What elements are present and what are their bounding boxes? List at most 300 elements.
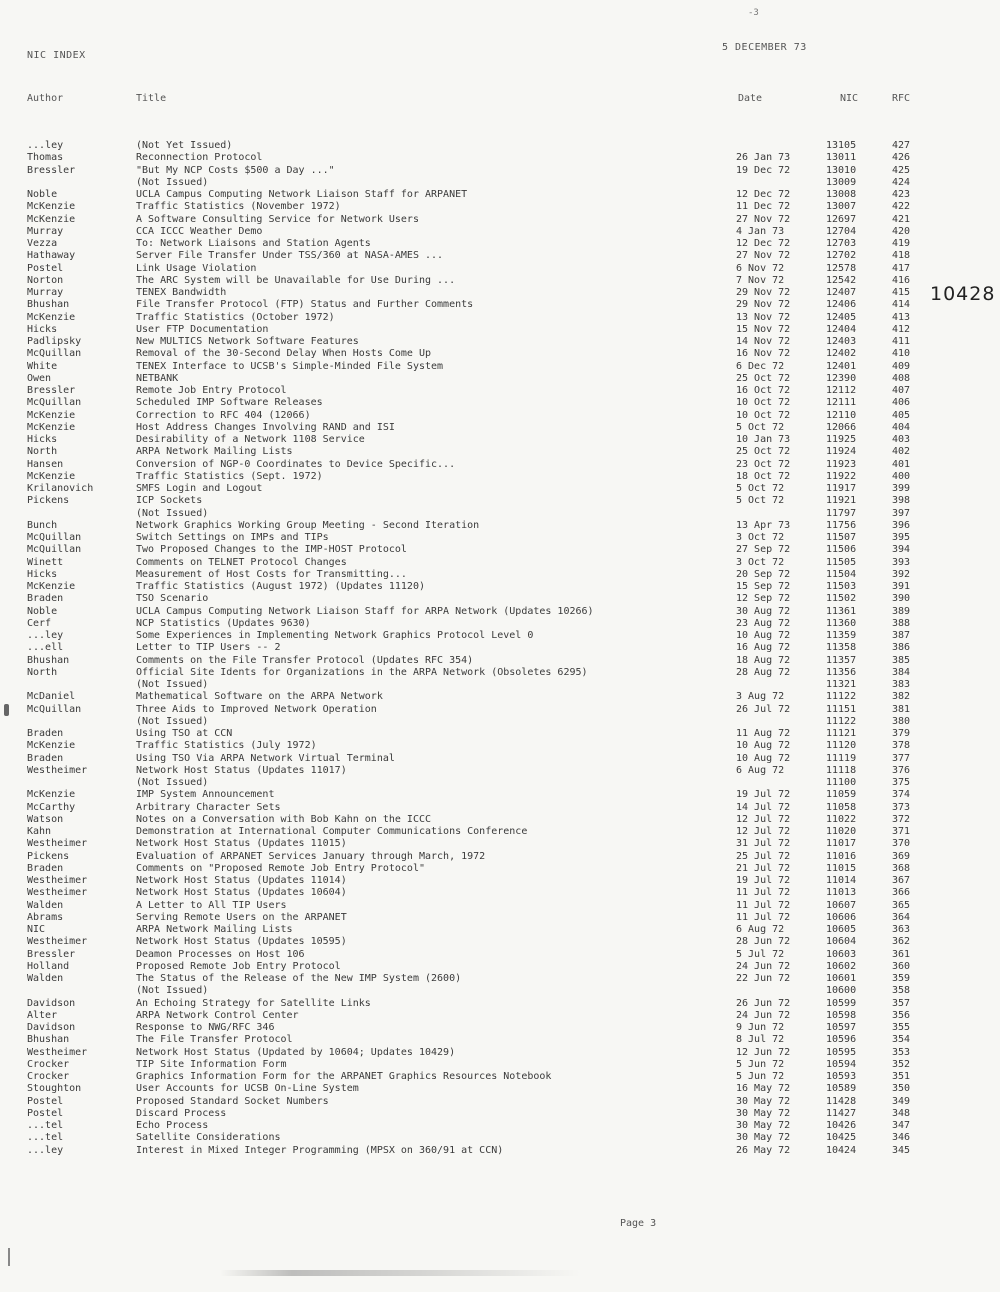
row-date: 8 Jul 72 bbox=[736, 1034, 785, 1046]
row-title: (Not Issued) bbox=[136, 985, 209, 997]
index-row bbox=[0, 1047, 1000, 1059]
row-author: Hicks bbox=[27, 568, 58, 580]
row-title: Remote Job Entry Protocol bbox=[136, 385, 287, 396]
index-row bbox=[0, 789, 1000, 801]
row-rfc: 400 bbox=[892, 470, 911, 482]
row-date: 11 Jul 72 bbox=[736, 911, 791, 923]
row-nic: 11016 bbox=[826, 850, 857, 862]
index-row bbox=[0, 385, 1000, 397]
row-title: Correction to RFC 404 (12066) bbox=[136, 409, 311, 421]
row-date: 13 Apr 73 bbox=[736, 519, 791, 531]
index-row bbox=[0, 361, 1000, 373]
column-header-author: Author bbox=[27, 93, 64, 104]
row-rfc: 401 bbox=[892, 458, 911, 470]
row-rfc: 377 bbox=[892, 752, 911, 764]
row-date: 16 Aug 72 bbox=[736, 642, 791, 654]
row-rfc: 376 bbox=[892, 764, 911, 776]
row-title: Response to NWG/RFC 346 bbox=[136, 1022, 275, 1033]
index-row bbox=[0, 936, 1000, 948]
row-author: North bbox=[27, 446, 58, 458]
row-title: Reconnection Protocol bbox=[136, 152, 263, 164]
row-rfc: 367 bbox=[892, 875, 911, 886]
index-heading: NIC INDEX bbox=[27, 50, 86, 61]
row-rfc: 366 bbox=[892, 887, 911, 899]
row-author: Krilanovich bbox=[27, 483, 94, 494]
row-title: Echo Process bbox=[136, 1120, 209, 1131]
row-date: 11 Dec 72 bbox=[736, 201, 791, 213]
row-date: 10 Aug 72 bbox=[736, 630, 791, 641]
row-date: 11 Aug 72 bbox=[736, 728, 791, 739]
row-rfc: 353 bbox=[892, 1046, 911, 1058]
row-author: Murray bbox=[27, 225, 64, 237]
row-author: White bbox=[27, 360, 58, 372]
index-row bbox=[0, 998, 1000, 1010]
row-rfc: 363 bbox=[892, 924, 911, 935]
row-author: Bhushan bbox=[27, 299, 70, 311]
row-date: 7 Nov 72 bbox=[736, 274, 785, 286]
row-rfc: 354 bbox=[892, 1034, 911, 1046]
row-date: 24 Jun 72 bbox=[736, 1009, 791, 1021]
row-nic: 12578 bbox=[826, 262, 857, 274]
row-rfc: 359 bbox=[892, 973, 911, 984]
row-date: 10 Jan 73 bbox=[736, 434, 791, 445]
index-row bbox=[0, 1132, 1000, 1144]
row-rfc: 426 bbox=[892, 152, 911, 164]
row-date: 25 Oct 72 bbox=[736, 372, 791, 384]
row-nic: 12405 bbox=[826, 311, 857, 323]
row-rfc: 384 bbox=[892, 666, 911, 678]
row-nic: 11058 bbox=[826, 801, 857, 813]
row-title: An Echoing Strategy for Satellite Links bbox=[136, 997, 371, 1009]
row-rfc: 357 bbox=[892, 997, 911, 1009]
row-date: 29 Nov 72 bbox=[736, 299, 791, 311]
row-author: Pickens bbox=[27, 850, 70, 862]
row-nic: 11015 bbox=[826, 862, 857, 874]
row-author: Thomas bbox=[27, 152, 64, 164]
row-date: 28 Aug 72 bbox=[736, 666, 791, 678]
row-date: 31 Jul 72 bbox=[736, 838, 791, 850]
row-nic: 10426 bbox=[826, 1120, 857, 1131]
row-rfc: 420 bbox=[892, 225, 911, 237]
index-row bbox=[0, 753, 1000, 765]
row-rfc: 410 bbox=[892, 348, 911, 360]
row-rfc: 391 bbox=[892, 581, 911, 592]
row-title: Traffic Statistics (July 1972) bbox=[136, 740, 317, 752]
row-rfc: 352 bbox=[892, 1058, 911, 1070]
row-title: Notes on a Conversation with Bob Kahn on the ICCC bbox=[136, 813, 432, 825]
row-nic: 11358 bbox=[826, 642, 857, 654]
index-row bbox=[0, 912, 1000, 924]
row-title: Network Host Status (Updates 11015) bbox=[136, 838, 347, 850]
row-date: 21 Jul 72 bbox=[736, 862, 791, 874]
index-row bbox=[0, 655, 1000, 667]
index-row bbox=[0, 1059, 1000, 1071]
row-rfc: 372 bbox=[892, 813, 911, 825]
index-row bbox=[0, 397, 1000, 409]
row-rfc: 374 bbox=[892, 789, 911, 801]
row-title: (Not Issued) bbox=[136, 507, 209, 519]
row-title: (Not Yet Issued) bbox=[136, 140, 233, 151]
index-row bbox=[0, 777, 1000, 789]
row-title: Conversion of NGP-0 Coordinates to Device Specific... bbox=[136, 458, 456, 470]
row-date: 16 Nov 72 bbox=[736, 348, 791, 360]
row-rfc: 396 bbox=[892, 519, 911, 531]
row-date: 15 Nov 72 bbox=[736, 323, 791, 335]
row-date: 6 Dec 72 bbox=[736, 360, 785, 372]
row-nic: 12404 bbox=[826, 323, 857, 335]
row-title: Demonstration at International Computer Communications Conference bbox=[136, 826, 528, 837]
row-author: Winett bbox=[27, 556, 64, 568]
row-date: 13 Nov 72 bbox=[736, 311, 791, 323]
row-nic: 11504 bbox=[826, 568, 857, 580]
row-author: Padlipsky bbox=[27, 336, 82, 347]
row-author: Westheimer bbox=[27, 1046, 88, 1058]
row-author: Postel bbox=[27, 262, 64, 274]
row-nic: 11922 bbox=[826, 470, 857, 482]
row-nic: 11428 bbox=[826, 1095, 857, 1107]
row-author: ...ell bbox=[27, 642, 64, 654]
row-date: 27 Nov 72 bbox=[736, 213, 791, 225]
row-nic: 10425 bbox=[826, 1132, 857, 1144]
index-row bbox=[0, 1145, 1000, 1157]
row-nic: 10606 bbox=[826, 911, 857, 923]
row-title: Interest in Mixed Integer Programming (MPSX on 360/91 at CCN) bbox=[136, 1144, 504, 1156]
index-row bbox=[0, 312, 1000, 324]
row-title: User FTP Documentation bbox=[136, 323, 269, 335]
index-row bbox=[0, 1071, 1000, 1083]
row-nic: 12703 bbox=[826, 238, 857, 249]
index-row bbox=[0, 887, 1000, 899]
index-row bbox=[0, 483, 1000, 495]
row-author: McCarthy bbox=[27, 801, 76, 813]
row-date: 27 Nov 72 bbox=[736, 250, 791, 262]
row-author: Murray bbox=[27, 287, 64, 298]
row-rfc: 389 bbox=[892, 605, 911, 617]
row-date: 6 Nov 72 bbox=[736, 262, 785, 274]
index-row bbox=[0, 728, 1000, 740]
row-date: 26 May 72 bbox=[736, 1144, 791, 1156]
row-rfc: 386 bbox=[892, 642, 911, 654]
row-nic: 11122 bbox=[826, 691, 857, 703]
row-title: To: Network Liaisons and Station Agents bbox=[136, 238, 371, 249]
row-title: Desirability of a Network 1108 Service bbox=[136, 434, 365, 445]
index-row bbox=[0, 973, 1000, 985]
row-date: 12 Dec 72 bbox=[736, 189, 791, 200]
row-title: The ARC System will be Unavailable for Use During ... bbox=[136, 274, 456, 286]
row-nic: 12111 bbox=[826, 397, 857, 409]
margin-mark bbox=[4, 704, 9, 716]
index-row bbox=[0, 532, 1000, 544]
row-nic: 11507 bbox=[826, 532, 857, 543]
row-date: 12 Dec 72 bbox=[736, 238, 791, 249]
row-rfc: 378 bbox=[892, 740, 911, 752]
row-rfc: 368 bbox=[892, 862, 911, 874]
row-title: ARPA Network Mailing Lists bbox=[136, 924, 293, 935]
row-nic: 11014 bbox=[826, 875, 857, 886]
index-row bbox=[0, 544, 1000, 556]
row-title: Proposed Remote Job Entry Protocol bbox=[136, 960, 341, 972]
row-nic: 11756 bbox=[826, 519, 857, 531]
index-row bbox=[0, 765, 1000, 777]
index-date: 5 DECEMBER 73 bbox=[722, 42, 807, 53]
row-title: Scheduled IMP Software Releases bbox=[136, 397, 323, 409]
index-row bbox=[0, 1022, 1000, 1034]
row-nic: 11017 bbox=[826, 838, 857, 850]
row-title: (Not Issued) bbox=[136, 777, 209, 788]
row-nic: 12704 bbox=[826, 225, 857, 237]
row-date: 18 Aug 72 bbox=[736, 654, 791, 666]
index-row bbox=[0, 642, 1000, 654]
index-row bbox=[0, 875, 1000, 887]
row-date: 29 Nov 72 bbox=[736, 287, 791, 298]
row-author: McQuillan bbox=[27, 348, 82, 360]
row-title: Network Host Status (Updates 11014) bbox=[136, 875, 347, 886]
row-date: 30 Aug 72 bbox=[736, 605, 791, 617]
row-date: 20 Sep 72 bbox=[736, 568, 791, 580]
row-author: Hansen bbox=[27, 458, 64, 470]
index-row bbox=[0, 630, 1000, 642]
row-date: 5 Oct 72 bbox=[736, 495, 785, 507]
row-author: Stoughton bbox=[27, 1083, 82, 1095]
row-author: McQuillan bbox=[27, 703, 82, 715]
row-date: 12 Jul 72 bbox=[736, 813, 791, 825]
row-nic: 11921 bbox=[826, 495, 857, 507]
row-title: "But My NCP Costs $500 a Day ..." bbox=[136, 164, 335, 176]
row-title: New MULTICS Network Software Features bbox=[136, 336, 359, 347]
row-date: 14 Jul 72 bbox=[736, 801, 791, 813]
index-row bbox=[0, 446, 1000, 458]
index-row bbox=[0, 1096, 1000, 1108]
row-author: Noble bbox=[27, 605, 58, 617]
row-title: Server File Transfer Under TSS/360 at NASA-AMES ... bbox=[136, 250, 444, 262]
row-rfc: 423 bbox=[892, 189, 911, 200]
row-title: A Letter to All TIP Users bbox=[136, 899, 287, 911]
index-row bbox=[0, 704, 1000, 716]
row-title: Letter to TIP Users -- 2 bbox=[136, 642, 281, 654]
row-title: Arbitrary Character Sets bbox=[136, 801, 281, 813]
row-date: 12 Jun 72 bbox=[736, 1046, 791, 1058]
row-nic: 10603 bbox=[826, 948, 857, 960]
row-nic: 11119 bbox=[826, 752, 857, 764]
handwritten-annotation: 10428 bbox=[930, 283, 996, 305]
index-row bbox=[0, 348, 1000, 360]
row-nic: 12542 bbox=[826, 274, 857, 286]
row-title: Proposed Standard Socket Numbers bbox=[136, 1095, 329, 1107]
row-date: 16 Oct 72 bbox=[736, 385, 791, 396]
row-author: Bunch bbox=[27, 519, 58, 531]
row-date: 27 Sep 72 bbox=[736, 544, 791, 556]
row-date: 30 May 72 bbox=[736, 1132, 791, 1144]
index-row bbox=[0, 459, 1000, 471]
row-title: Link Usage Violation bbox=[136, 262, 257, 274]
row-rfc: 425 bbox=[892, 164, 911, 176]
index-row bbox=[0, 1120, 1000, 1132]
row-rfc: 383 bbox=[892, 679, 911, 690]
row-date: 23 Aug 72 bbox=[736, 617, 791, 629]
row-author: Alter bbox=[27, 1009, 58, 1021]
column-header-date: Date bbox=[738, 93, 763, 104]
row-date: 3 Oct 72 bbox=[736, 556, 785, 568]
row-title: (Not Issued) bbox=[136, 679, 209, 690]
row-nic: 10604 bbox=[826, 936, 857, 948]
row-rfc: 413 bbox=[892, 311, 911, 323]
rfc-index-list bbox=[0, 140, 1000, 1157]
row-title: Discard Process bbox=[136, 1107, 227, 1119]
row-author: McKenzie bbox=[27, 213, 76, 225]
index-row bbox=[0, 189, 1000, 201]
row-rfc: 414 bbox=[892, 299, 911, 311]
row-date: 5 Oct 72 bbox=[736, 483, 785, 494]
row-rfc: 388 bbox=[892, 617, 911, 629]
row-rfc: 364 bbox=[892, 911, 911, 923]
row-nic: 11357 bbox=[826, 654, 857, 666]
row-author: Kahn bbox=[27, 826, 52, 837]
index-row bbox=[0, 569, 1000, 581]
row-date: 30 May 72 bbox=[736, 1095, 791, 1107]
row-title: Official Site Idents for Organizations in the ARPA Network (Obsoletes 6295) bbox=[136, 666, 588, 678]
index-row bbox=[0, 140, 1000, 152]
row-title: CCA ICCC Weather Demo bbox=[136, 225, 263, 237]
row-nic: 10589 bbox=[826, 1083, 857, 1095]
row-nic: 11100 bbox=[826, 777, 857, 788]
row-title: UCLA Campus Computing Network Liaison Staff for ARPANET bbox=[136, 189, 468, 200]
row-nic: 10599 bbox=[826, 997, 857, 1009]
row-date: 15 Sep 72 bbox=[736, 581, 791, 592]
row-title: Traffic Statistics (October 1972) bbox=[136, 311, 335, 323]
row-rfc: 424 bbox=[892, 176, 911, 188]
row-date: 10 Aug 72 bbox=[736, 752, 791, 764]
index-row bbox=[0, 814, 1000, 826]
scan-smudge bbox=[220, 1270, 580, 1276]
row-author: Westheimer bbox=[27, 936, 88, 948]
row-nic: 10593 bbox=[826, 1071, 857, 1082]
row-date: 16 May 72 bbox=[736, 1083, 791, 1095]
row-rfc: 397 bbox=[892, 507, 911, 519]
row-title: Traffic Statistics (November 1972) bbox=[136, 201, 341, 213]
index-row bbox=[0, 299, 1000, 311]
row-author: McKenzie bbox=[27, 740, 76, 752]
row-rfc: 358 bbox=[892, 985, 911, 997]
row-rfc: 411 bbox=[892, 336, 911, 347]
row-rfc: 361 bbox=[892, 948, 911, 960]
row-author: Noble bbox=[27, 189, 58, 200]
row-date: 22 Jun 72 bbox=[736, 973, 791, 984]
row-date: 11 Jul 72 bbox=[736, 899, 791, 911]
index-row bbox=[0, 740, 1000, 752]
index-row bbox=[0, 508, 1000, 520]
index-row bbox=[0, 152, 1000, 164]
row-author: Bhushan bbox=[27, 1034, 70, 1046]
row-nic: 11120 bbox=[826, 740, 857, 752]
index-row bbox=[0, 667, 1000, 679]
row-title: NETBANK bbox=[136, 372, 179, 384]
row-author: Hicks bbox=[27, 434, 58, 445]
row-author: Cerf bbox=[27, 617, 52, 629]
row-rfc: 349 bbox=[892, 1095, 911, 1107]
row-author: McKenzie bbox=[27, 789, 76, 801]
index-row bbox=[0, 177, 1000, 189]
row-date: 18 Oct 72 bbox=[736, 470, 791, 482]
row-title: NCP Statistics (Updates 9630) bbox=[136, 617, 311, 629]
index-row bbox=[0, 336, 1000, 348]
row-rfc: 419 bbox=[892, 238, 911, 249]
row-rfc: 402 bbox=[892, 446, 911, 458]
row-rfc: 385 bbox=[892, 654, 911, 666]
row-author: McKenzie bbox=[27, 409, 76, 421]
row-author: Pickens bbox=[27, 495, 70, 507]
column-header-rfc: RFC bbox=[892, 93, 911, 104]
row-rfc: 346 bbox=[892, 1132, 911, 1144]
row-date: 23 Oct 72 bbox=[736, 458, 791, 470]
row-date: 12 Jul 72 bbox=[736, 826, 791, 837]
index-row bbox=[0, 410, 1000, 422]
index-row bbox=[0, 985, 1000, 997]
index-row bbox=[0, 214, 1000, 226]
row-rfc: 393 bbox=[892, 556, 911, 568]
index-row bbox=[0, 802, 1000, 814]
row-nic: 10598 bbox=[826, 1009, 857, 1021]
row-title: Switch Settings on IMPs and TIPs bbox=[136, 532, 329, 543]
row-rfc: 399 bbox=[892, 483, 911, 494]
row-author: McQuillan bbox=[27, 532, 82, 543]
row-author: Davidson bbox=[27, 997, 76, 1009]
row-author: Norton bbox=[27, 274, 64, 286]
index-row bbox=[0, 900, 1000, 912]
index-row bbox=[0, 495, 1000, 507]
row-date: 26 Jul 72 bbox=[736, 703, 791, 715]
row-author: Crocker bbox=[27, 1058, 70, 1070]
row-author: McKenzie bbox=[27, 421, 76, 433]
row-nic: 12066 bbox=[826, 421, 857, 433]
row-rfc: 387 bbox=[892, 630, 911, 641]
row-author: Westheimer bbox=[27, 887, 88, 899]
row-date: 25 Oct 72 bbox=[736, 446, 791, 458]
row-date: 19 Dec 72 bbox=[736, 164, 791, 176]
row-nic: 11361 bbox=[826, 605, 857, 617]
row-rfc: 369 bbox=[892, 850, 911, 862]
row-author: Hathaway bbox=[27, 250, 76, 262]
index-row bbox=[0, 324, 1000, 336]
row-rfc: 381 bbox=[892, 703, 911, 715]
page-number: Page 3 bbox=[620, 1218, 657, 1229]
row-rfc: 390 bbox=[892, 593, 911, 605]
row-rfc: 415 bbox=[892, 287, 911, 298]
row-date: 5 Jun 72 bbox=[736, 1071, 785, 1082]
row-author: ...ley bbox=[27, 1144, 64, 1156]
row-author: Westheimer bbox=[27, 764, 88, 776]
index-row bbox=[0, 250, 1000, 262]
row-nic: 11020 bbox=[826, 826, 857, 837]
index-row bbox=[0, 557, 1000, 569]
row-nic: 12403 bbox=[826, 336, 857, 347]
row-nic: 12702 bbox=[826, 250, 857, 262]
row-rfc: 379 bbox=[892, 728, 911, 739]
row-title: (Not Issued) bbox=[136, 715, 209, 727]
row-nic: 10597 bbox=[826, 1022, 857, 1033]
row-author: Davidson bbox=[27, 1022, 76, 1033]
row-author: Holland bbox=[27, 960, 70, 972]
row-nic: 11118 bbox=[826, 764, 857, 776]
row-date: 3 Aug 72 bbox=[736, 691, 785, 703]
row-title: (Not Issued) bbox=[136, 176, 209, 188]
row-rfc: 345 bbox=[892, 1144, 911, 1156]
row-author: McDaniel bbox=[27, 691, 76, 703]
row-author: Westheimer bbox=[27, 838, 88, 850]
row-rfc: 392 bbox=[892, 568, 911, 580]
row-rfc: 351 bbox=[892, 1071, 911, 1082]
index-row bbox=[0, 949, 1000, 961]
row-rfc: 427 bbox=[892, 140, 911, 151]
